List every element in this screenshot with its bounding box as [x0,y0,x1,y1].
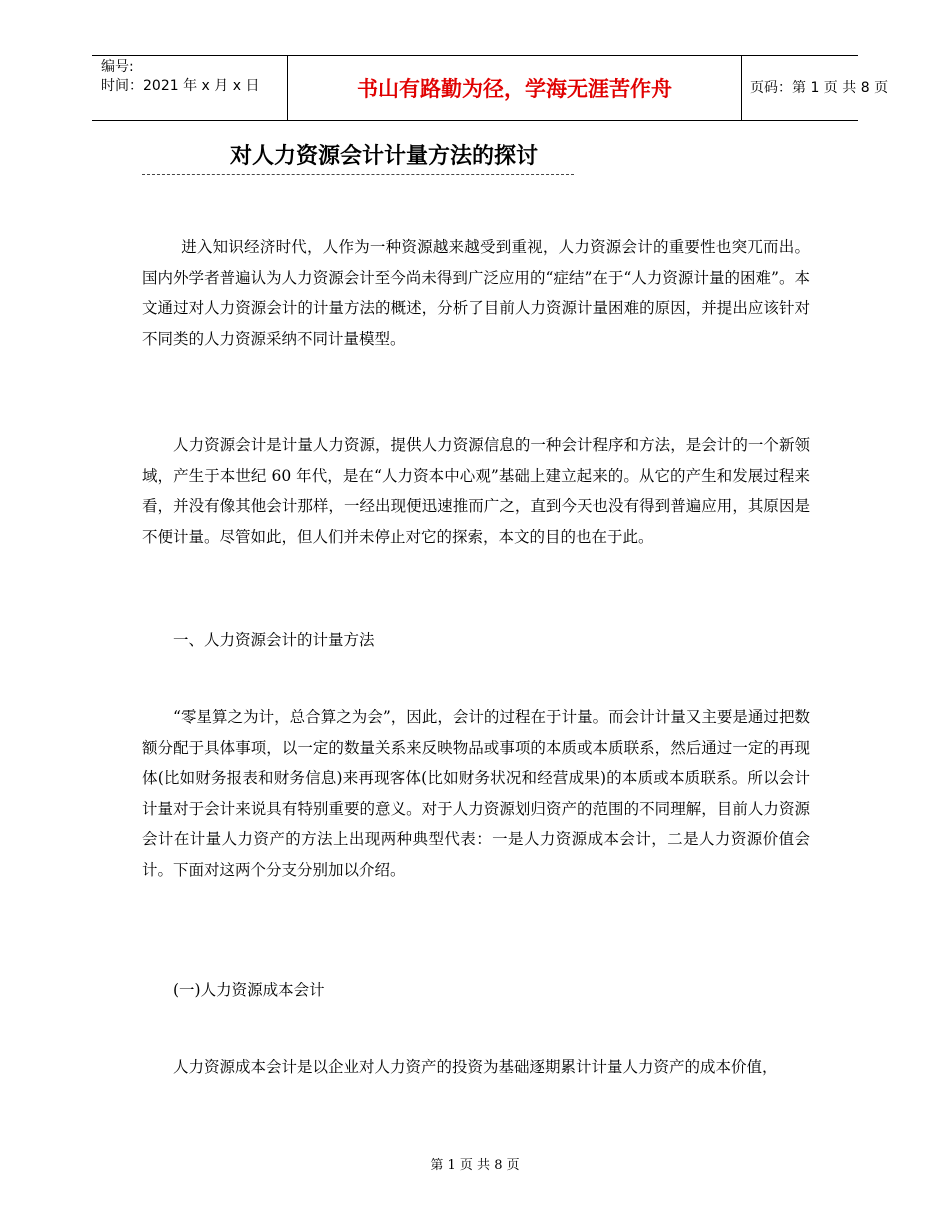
paragraph-measurement: “零星算之为计，总合算之为会”，因此，会计的过程在于计量。而会计计量又主要是通过把数额分配于具体事项，以一定的数量关系来反映物品或事项的本质或本质联系，然后通过一定的再现体(比如财务报表和财务信息)来再现客体(比如财务状况和经营成果)的本质或本质联系。所以会计计量对于会计来说具有特别重要的意义。对于人力资源划归资产的范围的不同理解，目前人力资源会计在计量人力资产的方法上出现两种典型代表：一是人力资源成本会计，二是人力资源价值会计。下面对这两个分支分别加以介绍。 [142,708,810,879]
section-heading-1: 一、人力资源会计的计量方法 [173,631,375,649]
motto-text: 书山有路勤为径，学海无涯苦作舟 [357,77,672,101]
subsection-heading-1: (一)人力资源成本会计 [173,981,325,999]
page-footer: 第 1 页 共 8 页 [430,1158,520,1173]
header-motto-cell [287,56,742,120]
paragraph-cost-accounting: 人力资源成本会计是以企业对人力资产的投资为基础逐期累计计量人力资产的成本价值， [173,1058,778,1076]
header-table [92,55,889,121]
page-info-label: 页码：第 1 页 共 8 页 [750,80,889,96]
header-page-cell [742,56,889,120]
paragraph-intro: 进入知识经济时代，人作为一种资源越来越受到重视，人力资源会计的重要性也突兀而出。国内外学者普遍认为人力资源会计至今尚未得到广泛应用的“症结”在于“人力资源计量的困难”。本文通过对人力资源会计的计量方法的概述，分析了目前人力资源计量困难的原因，并提出应该针对不同类的人力资源采纳不同计量模型。 [142,238,810,348]
title-dashed-divider [142,174,574,175]
header-left-cell [92,56,287,120]
paragraph-background: 人力资源会计是计量人力资源，提供人力资源信息的一种会计程序和方法，是会计的一个新领域，产生于本世纪 60 年代，是在“人力资本中心观”基础上建立起来的。从它的产生和发展过程来看，并没有像其他会计那样，一经出现便迅速推而广之，直到今天也没有得到普遍应用，其原因是不便计量。尽管如此，但人们并未停止对它的探索，本文的目的也在于此。 [142,436,810,546]
document-number-label: 编号: [101,59,134,75]
document-date-label: 时间：2021 年 x 月 x 日 [101,78,260,94]
document-title: 对人力资源会计计量方法的探讨 [230,144,539,169]
